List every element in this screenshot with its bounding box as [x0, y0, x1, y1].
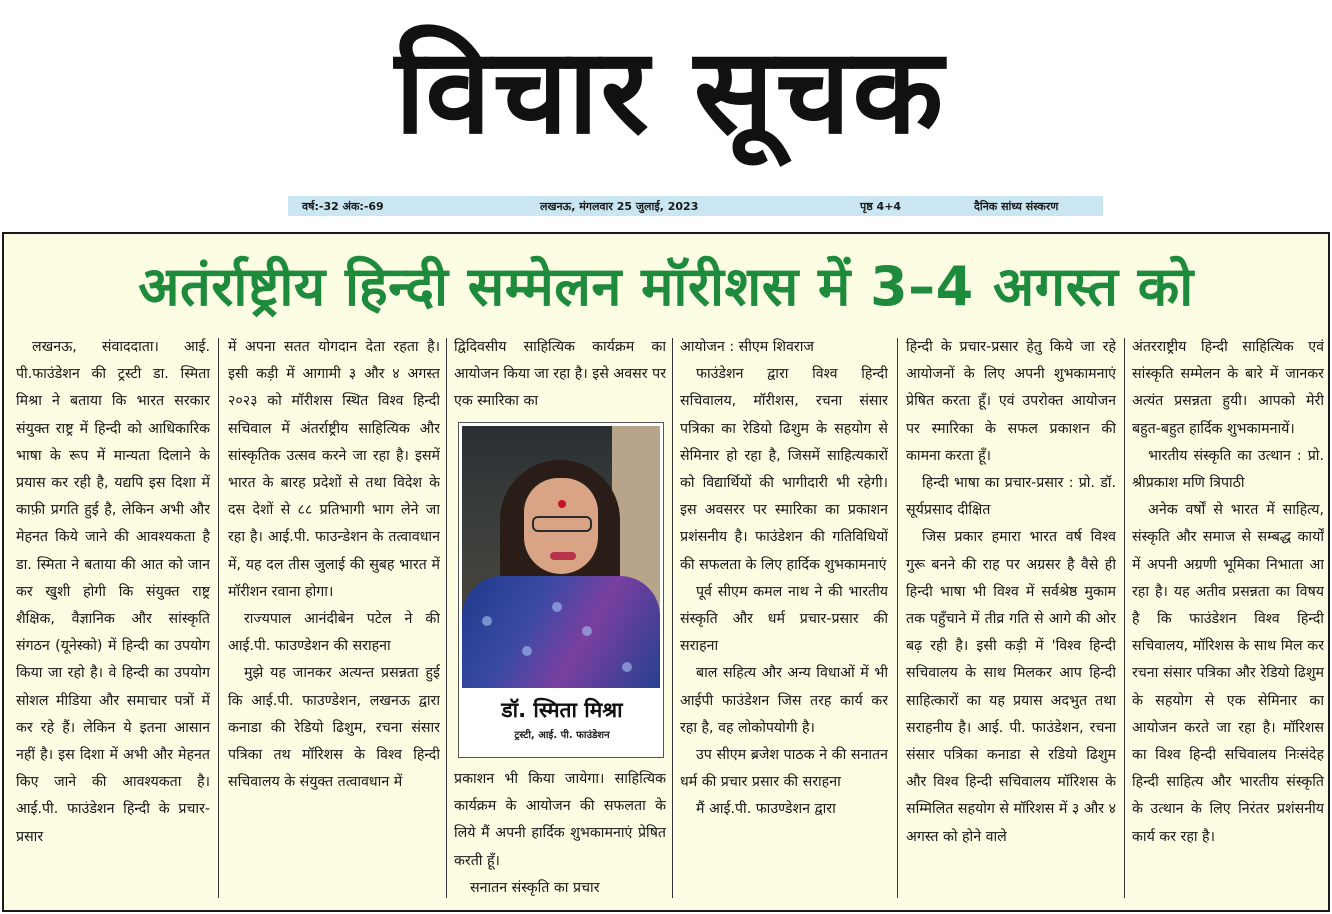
subheading: राज्यपाल आनंदीबेन पटेल ने की आई.पी. फाउण्डेशन की सराहना — [228, 611, 440, 655]
column-divider — [446, 338, 447, 898]
newspaper-title: विचार सूचक — [394, 22, 946, 160]
article-column-5 — [906, 334, 1116, 906]
article-headline: अतंर्राष्ट्रीय हिन्दी सम्मेलन मॉरीशस में 3–4 अगस्त को — [138, 255, 1194, 318]
paragraph: हिन्दी के प्रचार-प्रसार हेतु किये जा रहे आयोजनों के लिए अपनी शुभकामनाएं प्रेषित करता हूँ। एवं उपरोक्त आयोजन पर स्मारिका के सफल प्रकाशन की कामना करता हूँ। — [906, 339, 1116, 464]
column-divider — [897, 338, 898, 898]
subheading: उप सीएम ब्रजेश पाठक ने की सनातन धर्म की प्रचार प्रसार की सराहना — [680, 747, 888, 791]
dateline: लखनऊ, मंगलवार 25 जुलाई, 2023 — [540, 200, 699, 213]
article-column-6 — [1132, 334, 1324, 906]
photo-caption-role: ट्रस्टी, आई. पी. फाउंडेशन — [514, 730, 610, 741]
issue-info-bar — [288, 196, 1103, 216]
column-divider — [218, 338, 219, 898]
edition: दैनिक सांध्य संस्करण — [974, 200, 1059, 213]
article-column-1 — [16, 334, 210, 906]
paragraph: मैं आई.पी. फाउण्डेशन द्वारा — [696, 801, 836, 818]
portrait-photo — [458, 422, 664, 758]
column-divider — [1124, 338, 1125, 898]
portrait-image — [462, 426, 660, 688]
paragraph: जिस प्रकार हमारा भारत वर्ष विश्व गुरू बनने की राह पर अग्रसर है वैसे ही हिन्दी भाषा भी विश्व में सर्वश्रेष्ठ मुकाम तक पहुँचाने में तीव्र गति से आगे की ओर बढ़ रही है। इसी कड़ी में 'विश्व हिन्दी सचिवालय के साथ मिलकर आप हिन्दी साहित्कारों का यह प्रयास अदभुत तथा सराहनीय है। आई. पी. फाउंडेशन, रचना संसार पत्रिका कनाडा से रडियो ढिशुम और विश्व हिन्दी सचिवालय मॉरिशस के सम्मिलित सहयोग से मॉरिशस में ३ और ४ अगस्त को होने वाले — [906, 529, 1116, 845]
subheading: सनातन संस्कृति का प्रचार — [470, 879, 600, 896]
article — [2, 232, 1330, 912]
subheading: पूर्व सीएम कमल नाथ ने की भारतीय संस्कृति और धर्म प्रचार-प्रसार की सराहना — [680, 583, 888, 655]
article-column-3 — [454, 334, 666, 906]
paragraph: अंतरराष्ट्रीय हिन्दी साहित्यिक एवं सांस्कृति सम्मेलन के बारे में जानकर अत्यंत प्रसन्नता हुयी। आपको मेरी बहुत-बहुत हार्दिक शुभकामनायें। — [1132, 339, 1324, 437]
paragraph: अनेक वर्षों से भारत में साहित्य, संस्कृति और समाज से सम्बद्ध कार्यों में अपनी अग्रणी भूमिका निभाता आ रहा है। यह अतीव प्रसन्नता का विषय है कि फाउंडेशन विश्व हिन्दी सचिवालय, मॉरिशस के साथ मिल कर रचना संसार पत्रिका और रेडियो ढिशुम के सहयोग से एक सेमिनार का आयोजन करते जा रहा है। मॉरिशस का विश्व हिन्दी सचिवालय निःसंदेह हिन्दी साहित्य और भारतीय संस्कृति के उत्थान के लिए निरंतर प्रशंसनीय कार्य कर रहा है। — [1132, 502, 1324, 845]
paragraph: फाउंडेशन द्वारा विश्व हिन्दी सचिवालय, मॉरीशस, रचना संसार पत्रिका का रेडियो ढिशुम के सहयोग से सेमिनार हो रहा है, जिसमें साहित्यकारों को विद्यार्थियों की भागीदारी भी रहेगी। इस अवसरर पर स्मारिका का प्रकाशन प्रशंसनीय है। फाउंडेशन की गतिविधियों की सफलता के लिए हार्दिक शुभकामनाएं — [680, 366, 888, 573]
masthead — [0, 0, 1332, 190]
paragraph: में अपना सतत योगदान देता रहता है। इसी कड़ी में आगामी ३ और ४ अगस्त २०२३ को मॉरीशस स्थित विश्व हिन्दी सचिवाल में अंतर्राष्ट्रीय साहित्यिक और सांस्कृतिक उत्सव करने जा रहा है। इसमें भारत के बारह प्रदेशों से तथा विदेश के दस देशों से ८८ प्रतिभागी भाग लेने जा रहा है। आई.पी. फाउन्डेशन के तत्वावधान में, यह दल तीस जुलाई की सुबह भारत में मॉरीशन रवाना होगा। — [228, 339, 440, 600]
page-count: पृष्ठ 4+4 — [860, 200, 902, 213]
paragraph: बाल सहित्य और अन्य विधाओं में भी आईपी फाउंडेशन जिस तरह कार्य कर रहा है, वह लोकोपयोगी है। — [680, 665, 888, 736]
article-column-4 — [680, 334, 888, 906]
article-column-2 — [228, 334, 440, 906]
column-divider — [672, 338, 673, 898]
subheading: हिन्दी भाषा का प्रचार-प्रसार : प्रो. डॉ. सूर्यप्रसाद दीक्षित — [906, 475, 1116, 519]
volume-issue: वर्ष:-32 अंक:-69 — [302, 200, 384, 213]
subheading: भारतीय संस्कृति का उत्थान : प्रो. श्रीप्रकाश मणि त्रिपाठी — [1132, 447, 1324, 492]
photo-caption-name: डॉ. स्मिता मिश्रा — [501, 698, 623, 722]
paragraph: मुझे यह जानकर अत्यन्त प्रसन्नता हुई कि आई.पी. फाउण्डेशन, लखनऊ द्वारा कनाडा की रेडियो ढिशुम, रचना संसार पत्रिका तथ मॉरिशस के विश्व हिन्दी सचिवालय के संयुक्त तत्वावधान में — [228, 665, 440, 791]
paragraph: प्रकाशन भी किया जायेगा। साहित्यिक कार्यक्रम के आयोजन की सफलता के लिये मैं अपनी हार्दिक शुभकामनाएं प्रेषित करती हूँ। — [454, 771, 666, 869]
subheading: आयोजन : सीएम शिवराज — [680, 339, 814, 355]
paragraph: द्विदिवसीय साहित्यिक कार्यक्रम का आयोजन किया जा रहा है। इसे अवसर पर एक स्मारिका का — [454, 339, 666, 410]
paragraph: लखनऊ, संवाददाता। आई. पी.फाउंडेशन की ट्रस्टी डा. स्मिता मिश्रा ने बताया कि भारत सरकार संयुक्त राष्ट्र में हिन्दी को आधिकारिक भाषा के रूप में मान्यता दिलाने के प्रयास कर रही है, यद्यपि इस दिशा में काफ़ी प्रगति हुई है, लेकिन अभी और मेहनत किये जाने की आवश्यकता है डा. स्मिता ने बताया की आत को जान कर खुशी होगी कि संयुक्त राष्ट्र शैक्षिक, वैज्ञानिक और सांस्कृति संगठन (यूनेस्को) में हिन्दी का उपयोग किया जा रहो है। वे हिन्दी का उपयोग सोशल मीडिया और समाचार पत्रों में कर रहे हैं। लेकिन ये इतना आसान नहीं है। इस दिशा में अभी और मेहनत किए जाने की आवश्यकता है। आई.पी. फाउंडेशन हिन्दी के प्रचार-प्रसार — [16, 339, 210, 845]
